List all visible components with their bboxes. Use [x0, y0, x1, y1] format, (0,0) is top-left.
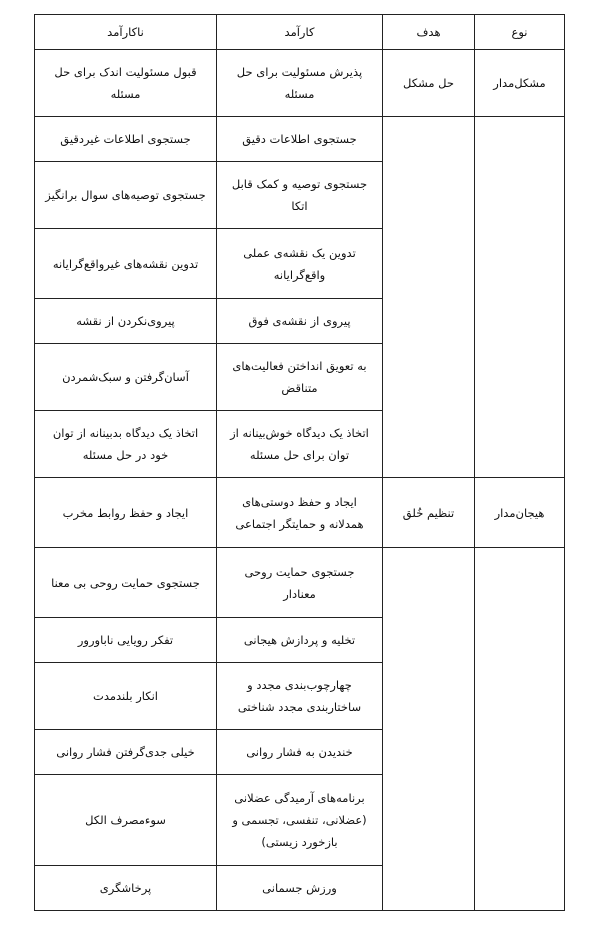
effective-cell: ایجاد و حفظ دوستی‌های همدلانه و حمایتگر اجتماعی: [217, 478, 383, 548]
table-row: [35, 50, 565, 117]
type-cell: مشکل‌مدار: [475, 50, 565, 117]
ineffective-cell: جستجوی اطلاعات غیردقیق: [35, 117, 217, 162]
effective-cell: چهارچوب‌بندی مجدد و ساختاربندی مجدد شناختی: [217, 663, 383, 730]
header-ineffective: ناکارآمد: [35, 15, 217, 50]
type-cell: هیجان‌مدار: [475, 478, 565, 548]
header-goal: هدف: [383, 15, 475, 50]
effective-cell: تخلیه و پردازش هیجانی: [217, 618, 383, 663]
effective-cell: اتخاذ یک دیدگاه خوش‌بینانه از توان برای حل مسئله: [217, 411, 383, 478]
ineffective-cell: پیروی‌نکردن از نقشه: [35, 299, 217, 344]
ineffective-cell: انکار بلندمدت: [35, 663, 217, 730]
ineffective-cell: جستجوی توصیه‌های سوال برانگیز: [35, 162, 217, 229]
ineffective-cell: اتخاذ یک دیدگاه بدبینانه از توان خود در حل مسئله: [35, 411, 217, 478]
ineffective-cell: آسان‌گرفتن و سبک‌شمردن: [35, 344, 217, 411]
ineffective-cell: خیلی جدی‌گرفتن فشار روانی: [35, 730, 217, 775]
header-effective: کارآمد: [217, 15, 383, 50]
ineffective-cell: ایجاد و حفظ روابط مخرب: [35, 478, 217, 548]
goal-cell-empty: [383, 548, 475, 911]
effective-cell: پذیرش مسئولیت برای حل مسئله: [217, 50, 383, 117]
type-cell-empty: [475, 117, 565, 478]
effective-cell: جستجوی اطلاعات دقیق: [217, 117, 383, 162]
table-row: [35, 117, 565, 162]
effective-cell: به تعویق انداختن فعالیت‌های متناقض: [217, 344, 383, 411]
goal-cell: تنظیم خُلق: [383, 478, 475, 548]
ineffective-cell: تفکر رویایی ناباورور: [35, 618, 217, 663]
header-type: نوع: [475, 15, 565, 50]
type-cell-empty: [475, 548, 565, 911]
table-row: [35, 478, 565, 548]
coping-strategies-table: [34, 14, 565, 911]
ineffective-cell: تدوین نقشه‌های غیرواقع‌گرایانه: [35, 229, 217, 299]
effective-cell: جستجوی توصیه و کمک قابل اتکا: [217, 162, 383, 229]
effective-cell: پیروی از نقشه‌ی فوق: [217, 299, 383, 344]
ineffective-cell: جستجوی حمایت روحی بی معنا: [35, 548, 217, 618]
ineffective-cell: قبول مسئولیت اندک برای حل مسئله: [35, 50, 217, 117]
goal-cell-empty: [383, 117, 475, 478]
effective-cell: تدوین یک نقشه‌ی عملی واقع‌گرایانه: [217, 229, 383, 299]
effective-cell: جستجوی حمایت روحی معنادار: [217, 548, 383, 618]
ineffective-cell: پرخاشگری: [35, 866, 217, 911]
header-row: [35, 15, 565, 50]
effective-cell: برنامه‌های آرمیدگی عضلانی (عضلانی، تنفسی، تجسمی و بازخورد زیستی): [217, 775, 383, 866]
goal-cell: حل مشکل: [383, 50, 475, 117]
ineffective-cell: سوءمصرف الکل: [35, 775, 217, 866]
table-body: [35, 50, 565, 911]
effective-cell: خندیدن به فشار روانی: [217, 730, 383, 775]
table-row: [35, 548, 565, 618]
effective-cell: ورزش جسمانی: [217, 866, 383, 911]
